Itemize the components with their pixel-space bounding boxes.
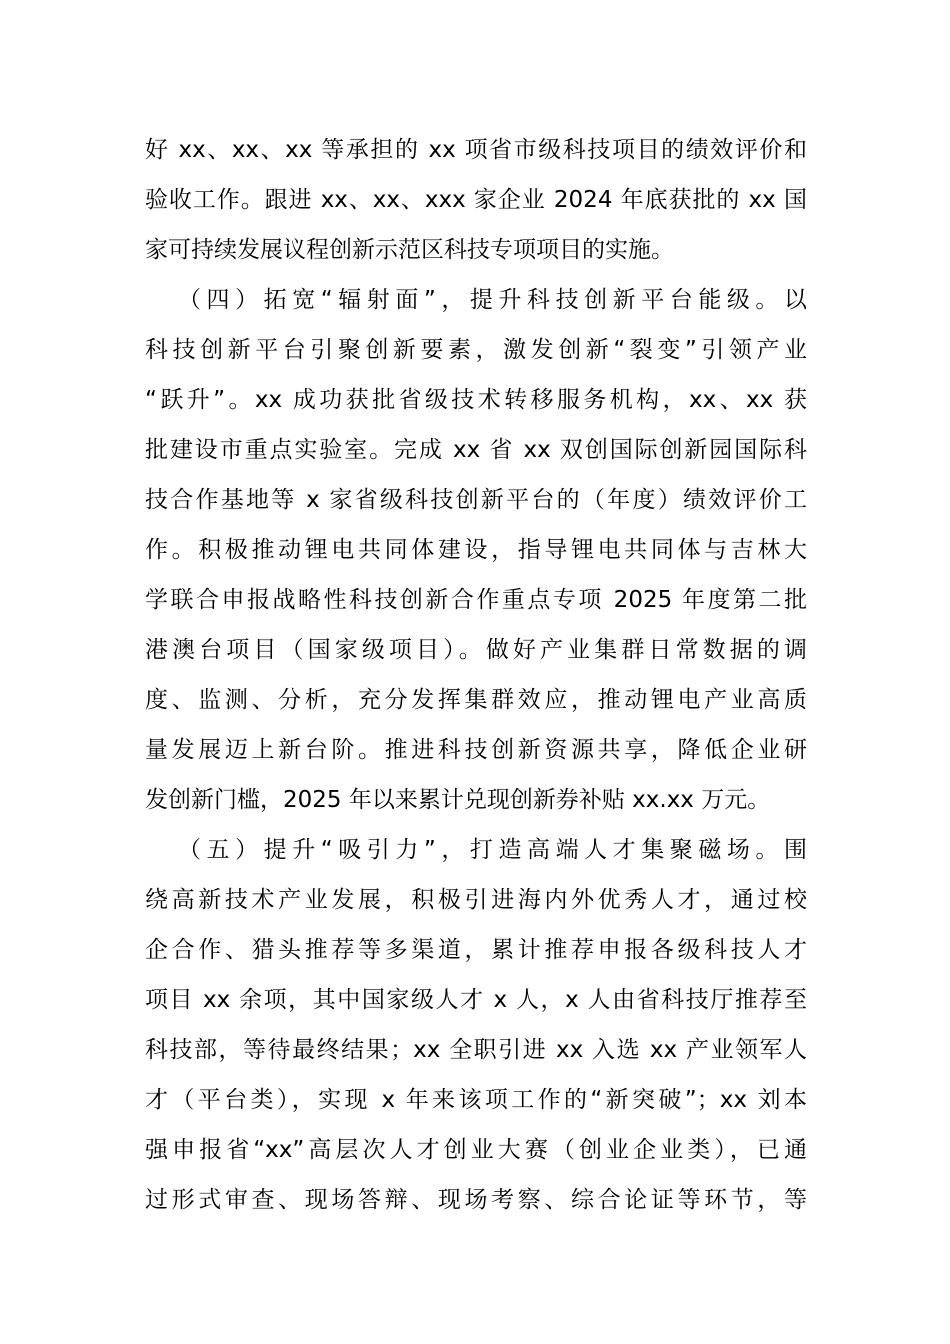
- text-line: 技合作基地等 x 家省级科技创新平台的（年度）绩效评价工: [145, 487, 807, 513]
- text-line: 发创新门槛，2025 年以来累计兑现创新券补贴 xx.xx 万元。: [145, 787, 771, 813]
- section-heading-5: （五）提升“吸引力”，打造高端人才集聚磁场。围: [178, 837, 807, 863]
- text-line: 好 xx、xx、xx 等承担的 xx 项省市级科技项目的绩效评价和: [145, 137, 807, 163]
- text-line: 度、监测、分析，充分发挥集群效应，推动锂电产业高质: [145, 687, 807, 713]
- text-line: 验收工作。跟进 xx、xx、xxx 家企业 2024 年底获批的 xx 国: [145, 187, 807, 213]
- text-line: 强申报省“xx”高层次人才创业大赛（创业企业类），已通: [145, 1137, 807, 1163]
- text-line: 批建设市重点实验室。完成 xx 省 xx 双创国际创新园国际科: [145, 437, 807, 463]
- text-line: “跃升”。xx 成功获批省级技术转移服务机构，xx、xx 获: [145, 387, 807, 413]
- text-line: 过形式审查、现场答辩、现场考察、综合论证等环节，等: [145, 1187, 807, 1213]
- text-line: 量发展迈上新台阶。推进科技创新资源共享，降低企业研: [145, 737, 807, 763]
- text-line: 才（平台类），实现 x 年来该项工作的“新突破”；xx 刘本: [145, 1087, 807, 1113]
- text-line: 项目 xx 余项，其中国家级人才 x 人，x 人由省科技厅推荐至: [145, 987, 807, 1013]
- text-line: 港澳台项目（国家级项目）。做好产业集群日常数据的调: [145, 637, 807, 663]
- text-line: 科技创新平台引聚创新要素，激发创新“裂变”引领产业: [145, 337, 807, 363]
- text-line: 作。积极推动锂电共同体建设，指导锂电共同体与吉林大: [145, 537, 807, 563]
- text-line: 学联合申报战略性科技创新合作重点专项 2025 年度第二批: [145, 587, 807, 613]
- document-page: [145, 130, 807, 1230]
- text-line: 家可持续发展议程创新示范区科技专项项目的实施。: [145, 237, 674, 263]
- text-line: 绕高新技术产业发展，积极引进海内外优秀人才，通过校: [145, 887, 807, 913]
- text-line: 科技部，等待最终结果；xx 全职引进 xx 入选 xx 产业领军人: [145, 1037, 807, 1063]
- section-heading-4: （四）拓宽“辐射面”，提升科技创新平台能级。以: [178, 287, 807, 313]
- text-line: 企合作、猎头推荐等多渠道，累计推荐申报各级科技人才: [145, 937, 807, 963]
